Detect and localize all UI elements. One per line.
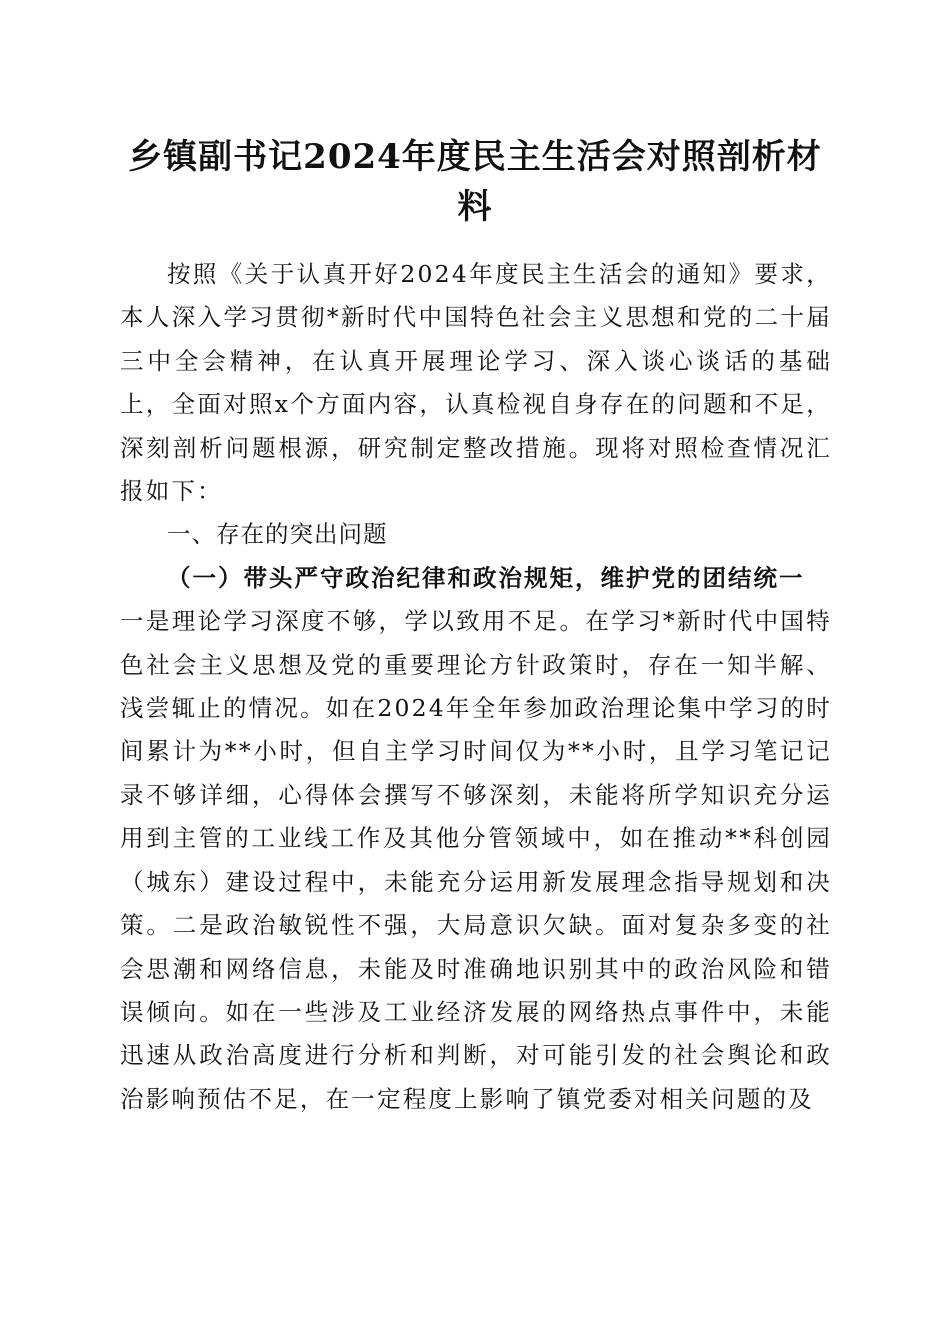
subsection-heading: （一）带头严守政治纪律和政治规矩，维护党的团结统一 (167, 563, 805, 592)
section-heading: 一、存在的突出问题 (167, 520, 388, 549)
document-body (120, 253, 832, 1121)
body-paragraph: 一是理论学习深度不够，学以致用不足。在学习*新时代中国特色社会主义思想及党的重要理论方针政策时，存在一知半解、浅尝辄止的情况。如在2024年全年参加政治理论集中学习的时间累计为**小时，但自主学习时间仅为**小时，且学习笔记记录不够详细，心得体会撰写不够深刻，未能将所学知识充分运用到主管的工业线工作及其他分管领域中，如在推动**科创园（城东）建设过程中，未能充分运用新发展理念指导规划和决策。二是政治敏锐性不强，大局意识欠缺。面对复杂多变的社会思潮和网络信息，未能及时准确地识别其中的政治风险和错误倾向。如在一些涉及工业经济发展的网络热点事件中，未能迅速从政治高度进行分析和判断，对可能引发的社会舆论和政治影响预估不足，在一定程度上影响了镇党委对相关问题的及 (120, 607, 832, 1113)
intro-paragraph: 按照《关于认真开好2024年度民主生活会的通知》要求，本人深入学习贯彻*新时代中国特色社会主义思想和党的二十届三中全会精神，在认真开展理论学习、深入谈心谈话的基础上，全面对照x个方面内容，认真检视自身存在的问题和不足，深刻剖析问题根源，研究制定整改措施。现将对照检查情况汇报如下： (120, 260, 832, 506)
document-title: 乡镇副书记2024年度民主生活会对照剖析材料 (128, 137, 822, 227)
